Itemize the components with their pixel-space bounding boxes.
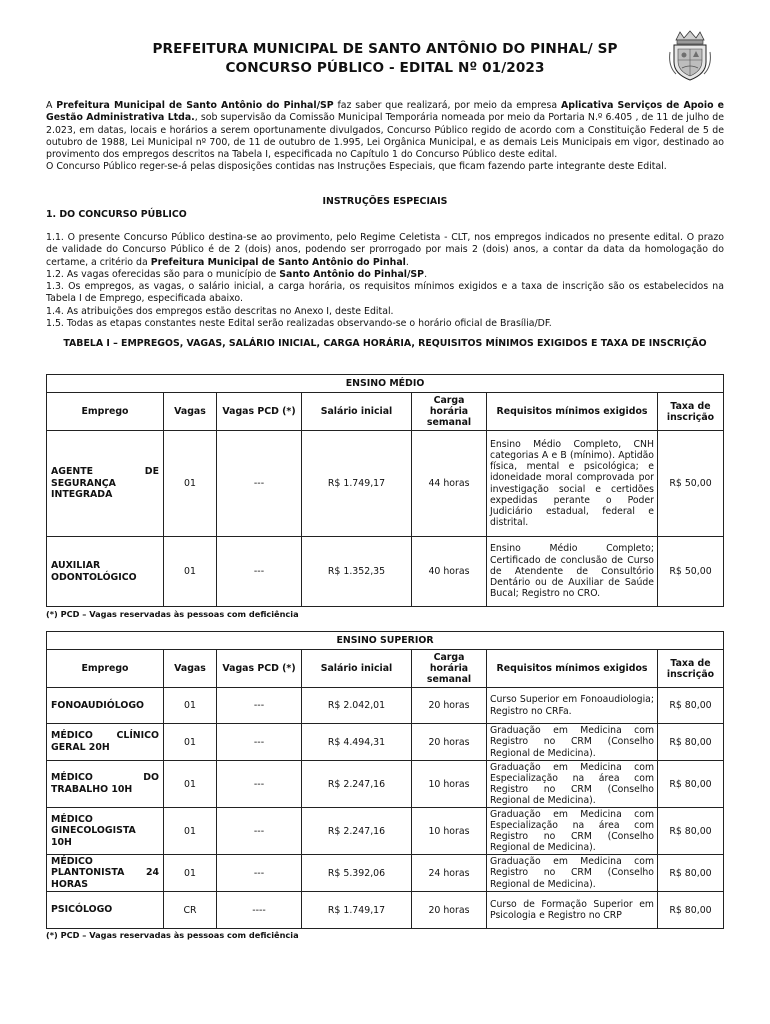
cell-pcd: --- [217, 808, 302, 855]
cell-emprego: MÉDICO DO TRABALHO 10H [47, 761, 164, 808]
intro-text-fragment: A [46, 100, 57, 111]
col-header-emprego: Emprego [47, 393, 164, 431]
cell-carga: 10 horas [412, 808, 487, 855]
header-title: PREFEITURA MUNICIPAL DE SANTO ANTÔNIO DO PINHAL/ SP [152, 41, 618, 57]
document-header [40, 40, 730, 78]
cell-emprego: FONOAUDIÓLOGO [47, 688, 164, 724]
table-row [47, 808, 724, 855]
cell-taxa: R$ 80,00 [658, 855, 724, 892]
item-1-2 [46, 269, 724, 281]
cell-emprego: MÉDICO GINECOLOGISTA 10H [47, 808, 164, 855]
cell-salario: R$ 1.352,35 [302, 537, 412, 607]
cell-pcd: --- [217, 855, 302, 892]
cell-salario: R$ 1.749,17 [302, 431, 412, 537]
cell-emprego: PSICÓLOGO [47, 892, 164, 929]
cell-vagas: 01 [164, 761, 217, 808]
item-1-4: 1.4. As atribuições dos empregos estão descritas no Anexo I, deste Edital. [46, 305, 394, 317]
cell-salario: R$ 4.494,31 [302, 724, 412, 761]
cell-taxa: R$ 50,00 [658, 431, 724, 537]
municipal-crest-icon [668, 30, 712, 82]
pcd-footnote: (*) PCD – Vagas reservadas às pessoas com deficiência [46, 930, 299, 940]
item-1-5: 1.5. Todas as etapas constantes neste Edital serão realizadas observando-se o horário oficial de Brasília/DF. [46, 318, 552, 330]
cell-vagas: 01 [164, 808, 217, 855]
cell-salario: R$ 2.247,16 [302, 808, 412, 855]
table-row [47, 855, 724, 892]
cell-requisitos: Graduação em Medicina com Especialização na área com Registro no CRM (Conselho Regional de Medicina). [487, 808, 658, 855]
cell-carga: 44 horas [412, 431, 487, 537]
cell-taxa: R$ 80,00 [658, 761, 724, 808]
col-header-requisitos: Requisitos mínimos exigidos [487, 650, 658, 688]
pcd-footnote: (*) PCD – Vagas reservadas às pessoas com deficiência [46, 609, 299, 619]
item-bold-fragment: Santo Antônio do Pinhal/SP [279, 268, 425, 280]
cell-salario: R$ 1.749,17 [302, 892, 412, 929]
item-bold-fragment: Prefeitura Municipal de Santo Antônio do Pinhal [150, 256, 406, 268]
table-row [47, 431, 724, 537]
intro-text-fragment: faz saber que realizará, por meio da empresa [333, 100, 561, 111]
table-title: TABELA I – EMPREGOS, VAGAS, SALÁRIO INICIAL, CARGA HORÁRIA, REQUISITOS MÍNIMOS EXIGIDOS E TAXA DE INSCRIÇÃO [63, 338, 707, 349]
col-header-pcd: Vagas PCD (*) [217, 393, 302, 431]
col-header-requisitos: Requisitos mínimos exigidos [487, 393, 658, 431]
level-title: ENSINO SUPERIOR [47, 632, 724, 650]
cell-vagas: 01 [164, 537, 217, 607]
cell-pcd: --- [217, 761, 302, 808]
cell-vagas: 01 [164, 431, 217, 537]
col-header-pcd: Vagas PCD (*) [217, 650, 302, 688]
table-row [47, 688, 724, 724]
col-header-vagas: Vagas [164, 650, 217, 688]
table-row [47, 724, 724, 761]
intro-company-name: Aplicativa Serviços de Apoio e Gestão Administrativa Ltda. [46, 100, 725, 124]
item-1-3: 1.3. Os empregos, as vagas, o salário inicial, a carga horária, os requisitos mínimos exigidos e a taxa de inscrição são os estabelecidos na Tabela I de Emprego, especificada abaixo. [46, 281, 724, 305]
cell-carga: 20 horas [412, 892, 487, 929]
col-header-carga: Carga horária semanal [412, 393, 487, 431]
cell-taxa: R$ 80,00 [658, 724, 724, 761]
col-header-salario: Salário inicial [302, 393, 412, 431]
table-ensino-medio [46, 374, 724, 607]
col-header-salario: Salário inicial [302, 650, 412, 688]
cell-vagas: 01 [164, 855, 217, 892]
table-ensino-superior [46, 631, 724, 929]
instructions-title: INSTRUÇÕES ESPECIAIS [322, 196, 448, 207]
cell-requisitos: Graduação em Medicina com Registro no CRM (Conselho Regional de Medicina). [487, 855, 658, 892]
intro-paragraph-2: O Concurso Público reger-se-á pelas disposições contidas nas Instruções Especiais, que ficam fazendo parte integrante deste Edital. [46, 161, 667, 173]
table-row [47, 892, 724, 929]
item-text-fragment: 1.2. As vagas oferecidas são para o município de [46, 268, 280, 280]
cell-carga: 24 horas [412, 855, 487, 892]
table-row [47, 537, 724, 607]
cell-pcd: ---- [217, 892, 302, 929]
cell-requisitos: Curso de Formação Superior em Psicologia e Registro no CRP [487, 892, 658, 929]
item-text-fragment: . [405, 256, 409, 268]
cell-emprego: MÉDICO PLANTONISTA 24 HORAS [47, 855, 164, 892]
section-1-title: 1. DO CONCURSO PÚBLICO [46, 209, 187, 220]
cell-taxa: R$ 50,00 [658, 537, 724, 607]
cell-salario: R$ 5.392,06 [302, 855, 412, 892]
cell-carga: 20 horas [412, 688, 487, 724]
cell-requisitos: Graduação em Medicina com Registro no CRM (Conselho Regional de Medicina). [487, 724, 658, 761]
section-1-body [46, 232, 724, 330]
cell-emprego: AUXILIAR ODONTOLÓGICO [47, 537, 164, 607]
cell-taxa: R$ 80,00 [658, 808, 724, 855]
col-header-taxa: Taxa de inscrição [658, 650, 724, 688]
item-text-fragment: . [424, 268, 428, 280]
cell-salario: R$ 2.247,16 [302, 761, 412, 808]
cell-pcd: --- [217, 688, 302, 724]
cell-pcd: --- [217, 537, 302, 607]
cell-vagas: CR [164, 892, 217, 929]
cell-pcd: --- [217, 431, 302, 537]
item-1-1 [46, 232, 724, 269]
cell-emprego: AGENTE DE SEGURANÇA INTEGRADA [47, 431, 164, 537]
cell-carga: 40 horas [412, 537, 487, 607]
cell-requisitos: Ensino Médio Completo; Certificado de conclusão de Curso de Atendente de Consultório Dentário ou de Auxiliar de Saúde Bucal; Registro no CRO. [487, 537, 658, 607]
level-title: ENSINO MÉDIO [47, 375, 724, 393]
intro-prefeitura-name: Prefeitura Municipal de Santo Antônio do Pinhal/SP [56, 100, 334, 111]
intro-paragraph [46, 100, 724, 161]
cell-pcd: --- [217, 724, 302, 761]
cell-taxa: R$ 80,00 [658, 688, 724, 724]
intro-text [46, 100, 724, 174]
cell-salario: R$ 2.042,01 [302, 688, 412, 724]
table-row [47, 761, 724, 808]
header-subtitle: CONCURSO PÚBLICO - EDITAL Nº 01/2023 [225, 60, 545, 76]
cell-carga: 20 horas [412, 724, 487, 761]
cell-vagas: 01 [164, 724, 217, 761]
cell-requisitos: Graduação em Medicina com Especialização na área com Registro no CRM (Conselho Regional de Medicina). [487, 761, 658, 808]
col-header-vagas: Vagas [164, 393, 217, 431]
cell-vagas: 01 [164, 688, 217, 724]
intro-text-fragment: , sob supervisão da Comissão Municipal Temporária nomeada por meio da Portaria N.º 6.405 , de 11 de julho de 2.023, em datas, locais e horários a serem oportunamente divulgados, Concurso Público regido de acordo com a Constituição Federal de 5 de outubro de 1988, Lei Municipal nº 700, de 11 de outubro de 1.995, Lei Orgânica Municipal, e as demais Leis Municipais em vigor, destinado ao provimento dos empregos descritos na Tabela I, especificada no Capítulo 1 do Concurso Público deste edital. [46, 112, 724, 161]
col-header-emprego: Emprego [47, 650, 164, 688]
item-text-fragment: 1.1. O presente Concurso Público destina-se ao provimento, pelo Regime Celetista - CLT, nos empregos indicados no presente edital. O prazo de validade do Concurso Público é de 2 (dois) anos, podendo ser prorrogado por mais 2 (dois) anos, a contar da data da homologação do certame, a critério da [46, 232, 724, 268]
cell-requisitos: Curso Superior em Fonoaudiologia; Registro no CRFa. [487, 688, 658, 724]
col-header-carga: Carga horária semanal [412, 650, 487, 688]
cell-carga: 10 horas [412, 761, 487, 808]
cell-requisitos: Ensino Médio Completo, CNH categorias A e B (mínimo). Aptidão física, mental e psicológica; e idoneidade moral comprovada por investigação social e certidões expedidas perante o Poder Judiciário estadual, federal e distrital. [487, 431, 658, 537]
cell-taxa: R$ 80,00 [658, 892, 724, 929]
cell-emprego: MÉDICO CLÍNICO GERAL 20H [47, 724, 164, 761]
col-header-taxa: Taxa de inscrição [658, 393, 724, 431]
